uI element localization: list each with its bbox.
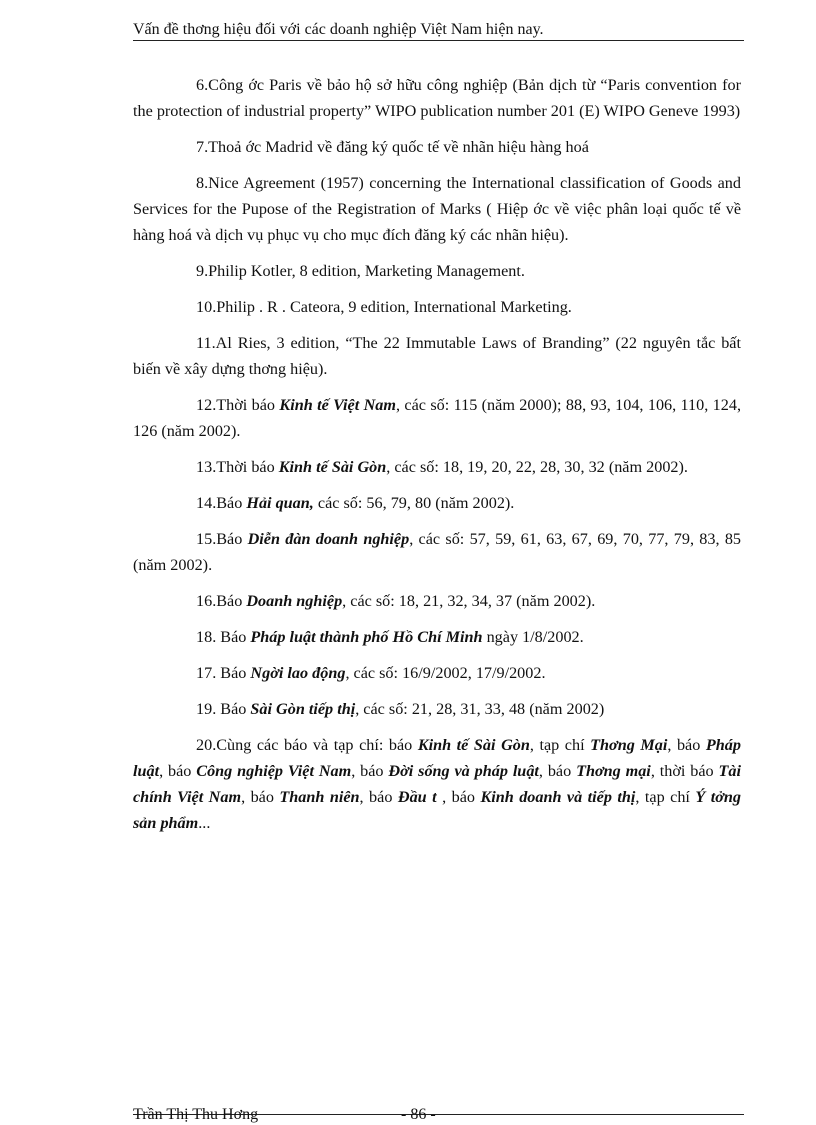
reference-item xyxy=(133,732,741,836)
reference-text: 16.Báo xyxy=(196,592,247,610)
reference-text: , các số: 57, 59, 61, 63, 67, 69, 70, 77, 79, 83, 85 (năm 2002). xyxy=(133,530,742,574)
reference-item xyxy=(133,72,741,124)
reference-text: 12.Thời báo xyxy=(196,396,280,414)
reference-text: 6.Công ớc Paris về bảo hộ sở hữu công nghiệp (Bản dịch từ “Paris convention for the protection of industrial property” WIPO publication number 201 (E) WIPO Geneve 1993) xyxy=(133,76,741,120)
publication-title: Kinh doanh và tiếp thị xyxy=(480,788,636,806)
reference-text: 8.Nice Agreement (1957) concerning the International classification of Goods and Services for the Pupose of the Registration of Marks ( Hiệp ớc về việc phân loại quốc tế về hàng hoá và dịch vụ phục vụ cho mục đích đăng ký các nhãn hiệu). xyxy=(133,174,741,244)
reference-text: các số: 56, 79, 80 (năm 2002). xyxy=(313,494,515,512)
publication-title: Doanh nghiệp xyxy=(246,592,343,610)
publication-title: Kinh tế Sài Gòn xyxy=(278,458,387,476)
reference-item xyxy=(133,392,741,444)
reference-text: 10.Philip . R . Cateora, 9 edition, International Marketing. xyxy=(196,298,572,316)
publication-title: Đầu t xyxy=(397,788,437,806)
reference-text: , báo xyxy=(359,788,398,806)
reference-text: , báo xyxy=(159,762,197,780)
reference-item xyxy=(133,660,741,686)
reference-text: 11.Al Ries, 3 edition, “The 22 Immutable Laws of Branding” (22 nguyên tắc bất biến về xây dựng thơng hiệu). xyxy=(133,334,741,378)
reference-text: 19. Báo xyxy=(196,700,251,718)
publication-title: Tài chính Việt Nam xyxy=(133,762,741,806)
publication-title: Hải quan, xyxy=(246,494,314,512)
reference-item xyxy=(133,170,741,248)
reference-text: , thời báo xyxy=(650,762,719,780)
reference-text: 7.Thoả ớc Madrid về đăng ký quốc tế về nhãn hiệu hàng hoá xyxy=(196,138,589,156)
publication-title: Pháp luật thành phố Hồ Chí Minh xyxy=(250,628,483,646)
reference-item xyxy=(133,454,741,480)
reference-text: , báo xyxy=(351,762,389,780)
reference-text: , các số: 21, 28, 31, 33, 48 (năm 2002) xyxy=(355,700,605,718)
running-header xyxy=(133,20,744,41)
reference-text: 9.Philip Kotler, 8 edition, Marketing Management. xyxy=(196,262,525,280)
publication-title: Ngời lao động xyxy=(250,664,346,682)
reference-item xyxy=(133,294,741,320)
reference-text: , báo xyxy=(667,736,706,754)
reference-text: , báo xyxy=(436,788,481,806)
reference-text: , tạp chí xyxy=(529,736,591,754)
publication-title: Sài Gòn tiếp thị xyxy=(250,700,356,718)
reference-item xyxy=(133,134,741,160)
reference-text: 13.Thời báo xyxy=(196,458,279,476)
reference-text: , tạp chí xyxy=(635,788,696,806)
footer-author: Trần Thị Thu Hơng xyxy=(133,1106,259,1123)
reference-item xyxy=(133,258,741,284)
reference-text: , các số: 18, 21, 32, 34, 37 (năm 2002). xyxy=(342,592,596,610)
reference-text: , báo xyxy=(538,762,577,780)
header-title: Vấn đề thơng hiệu đối với các doanh nghiệp Việt Nam hiện nay. xyxy=(133,21,544,38)
reference-text: , các số: 115 (năm 2000); 88, 93, 104, 106, 110, 124, 126 (năm 2002). xyxy=(133,396,741,440)
reference-text: 20.Cùng các báo và tạp chí: báo xyxy=(196,736,418,754)
reference-item xyxy=(133,490,741,516)
reference-item xyxy=(133,526,741,578)
reference-item xyxy=(133,330,741,382)
reference-text: 15.Báo xyxy=(196,530,248,548)
publication-title: Đời sống và pháp luật xyxy=(388,762,539,780)
publication-title: Thơng Mại xyxy=(590,736,668,754)
publication-title: Thơng mại xyxy=(576,762,651,780)
publication-title: Thanh niên xyxy=(279,788,360,806)
publication-title: Pháp luật xyxy=(133,736,741,780)
reference-text: , các số: 18, 19, 20, 22, 28, 30, 32 (năm 2002). xyxy=(386,458,688,476)
page-number: - 86 - xyxy=(401,1106,436,1123)
reference-text: 17. Báo xyxy=(196,664,251,682)
reference-text: , báo xyxy=(241,788,280,806)
publication-title: Công nghiệp Việt Nam xyxy=(196,762,352,780)
publication-title: Kinh tế Sài Gòn xyxy=(417,736,530,754)
reference-text: 14.Báo xyxy=(196,494,247,512)
reference-item xyxy=(133,624,741,650)
reference-text: ngày 1/8/2002. xyxy=(482,628,584,646)
publication-title: Diễn đàn doanh nghiệp xyxy=(247,530,410,548)
reference-item xyxy=(133,588,741,614)
reference-item xyxy=(133,696,741,722)
publication-title: Ý tởng sản phẩm xyxy=(133,788,741,832)
reference-text: , các số: 16/9/2002, 17/9/2002. xyxy=(345,664,546,682)
reference-text: 18. Báo xyxy=(196,628,251,646)
publication-title: Kinh tế Việt Nam xyxy=(279,396,396,414)
reference-list xyxy=(133,72,741,846)
reference-text: ... xyxy=(198,814,211,832)
